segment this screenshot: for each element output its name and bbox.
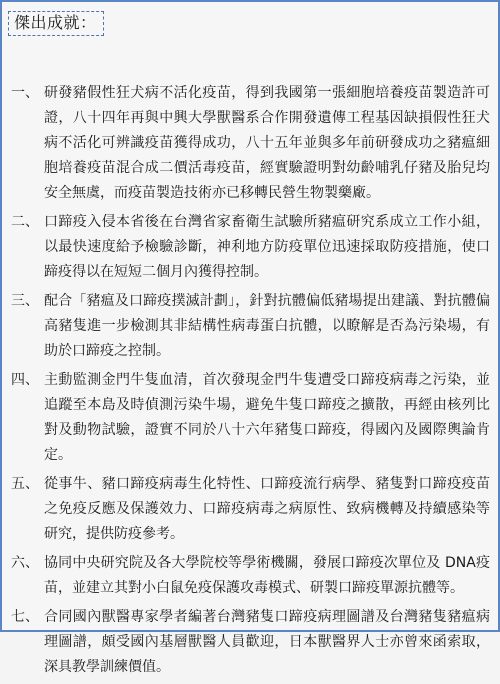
item-text: 主動監測金門牛隻血清，首次發現金門牛隻遭受口蹄疫病毒之污染，並追蹤至本島及時偵測污染牛場，避免牛隻口蹄疫之擴散，再經由核列比對及動物試驗，證實不同於八十六年豬隻口蹄疫，得國內及國際輿論肯定。 xyxy=(44,372,490,463)
item-number: 四、 xyxy=(11,372,39,388)
list-item xyxy=(11,81,490,206)
item-number: 二、 xyxy=(11,214,39,230)
item-number: 六、 xyxy=(11,555,39,571)
item-number: 三、 xyxy=(11,293,39,309)
item-number: 七、 xyxy=(11,609,39,625)
item-text: 協同中央研究院及各大學院校等學術機關，發展口蹄疫次單位及 DNA疫苗，並建立其對小白鼠免疫保護攻毒模式、研製口蹄疫單源抗體等。 xyxy=(44,555,490,596)
item-number: 五、 xyxy=(11,476,39,492)
list-item xyxy=(11,289,490,364)
list-item xyxy=(11,605,490,680)
item-text: 口蹄疫入侵本省後在台灣省家畜衛生試驗所豬瘟研究系成立工作小組，以最快速度給予檢驗診斷，神利地方防疫單位迅速採取防疫措施，使口蹄疫得以在短短二個月內獲得控制。 xyxy=(44,214,490,280)
item-number: 一、 xyxy=(11,85,39,101)
list-item xyxy=(11,210,490,285)
list-item xyxy=(11,472,490,547)
list-item xyxy=(11,368,490,468)
item-text: 配合「豬瘟及口蹄疫撲滅計劃」，針對抗體偏低豬場提出建議、對抗體偏高豬隻進一步檢測其非結構性病毒蛋白抗體，以瞭解是否為污染場，有助於口蹄疫之控制。 xyxy=(44,293,490,359)
section-title-badge: 傑出成就： xyxy=(8,11,104,36)
item-text: 研發豬假性狂犬病不活化疫苗，得到我國第一張細胞培養疫苗製造許可證，八十四年再與中興大學獸醫系合作開發遺傳工程基因缺損假性狂犬病不活化可辨識疫苗獲得成功，八十五年並與多年前研發成功之豬瘟細胞培養疫苗混合成二價活毒疫苗，經實驗證明對幼齡哺乳仔豬及胎兒均安全無虞，而疫苗製造技術亦已移轉民營生物製藥廠。 xyxy=(44,85,490,201)
achievement-list xyxy=(11,81,490,684)
item-text: 合同國內獸醫專家學者編著台灣豬隻口蹄疫病理圖譜及台灣豬隻豬瘟病理圖譜，頗受國內基層獸醫人員歡迎，日本獸醫界人士亦曾來函索取，深具教學訓練價值。 xyxy=(44,609,490,675)
item-text: 從事牛、豬口蹄疫病毒生化特性、口蹄疫流行病學、豬隻對口蹄疫疫苗之免疫反應及保護效力、口蹄疫病毒之病原性、致病機轉及持續感染等研究，提供防疫參考。 xyxy=(44,476,490,542)
list-item xyxy=(11,551,490,601)
